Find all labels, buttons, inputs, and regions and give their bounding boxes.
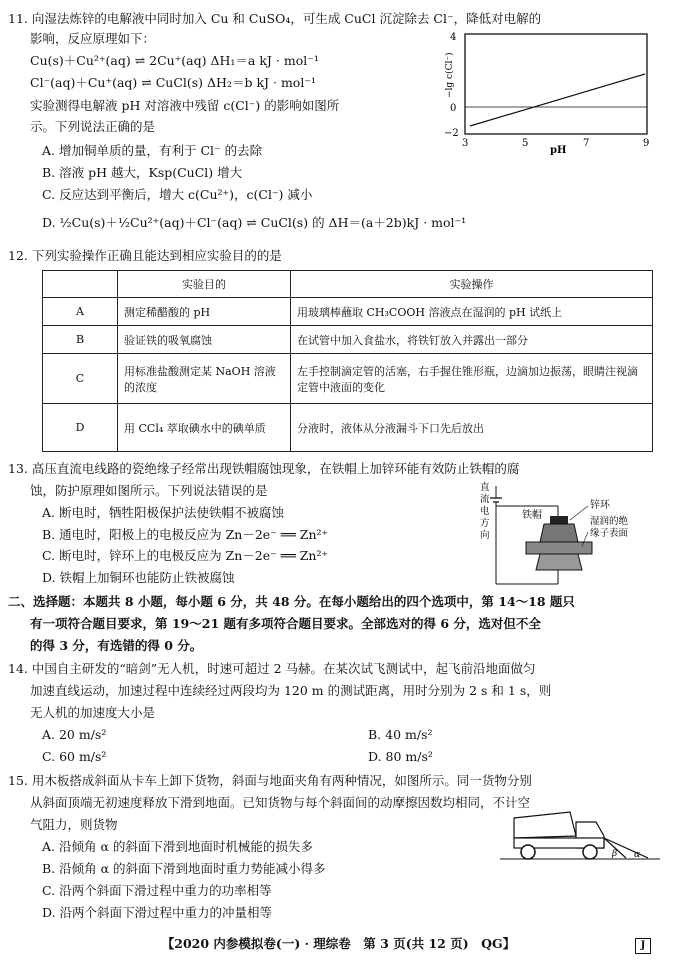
dc-label-4: 方	[480, 518, 490, 529]
incline-alpha	[604, 838, 648, 858]
dc-label-5: 向	[480, 530, 490, 541]
table-row-label: C	[43, 354, 118, 404]
q15-option-d: D. 沿两个斜面下滑过程中重力的冲量相等	[42, 905, 273, 920]
page-mark-box: J	[635, 938, 651, 954]
graph-ytick-mid: 0	[450, 103, 457, 114]
table-row-purpose: 用 CCl₄ 萃取碘水中的碘单质	[118, 404, 291, 452]
table-row-operation: 在试管中加入食盐水，将铁钉放入并露出一部分	[291, 326, 653, 354]
table-row-purpose: 测定稀醋酸的 pH	[118, 298, 291, 326]
table-row-label: A	[43, 298, 118, 326]
q13-insulator-figure	[478, 480, 664, 588]
surface-label-2: 缘子表面	[590, 528, 629, 539]
graph-ytick-top: 4	[450, 32, 457, 43]
graph-xtick-9: 9	[643, 138, 650, 149]
table-row	[43, 404, 653, 452]
graph-ylabel: −lg c(Cl⁻)	[445, 52, 455, 98]
q12-table	[42, 270, 653, 452]
q11-option-c: C. 反应达到平衡后，增大 c(Cu²⁺)，c(Cl⁻) 减小	[42, 187, 313, 202]
q15-stem-line3: 气阻力，则货物	[30, 817, 118, 832]
section2-line1: 二、选择题：本题共 8 小题，每小题 6 分，共 48 分。在每小题给出的四个选项中，第 14～18 题只	[8, 594, 575, 609]
q15-truck-figure	[500, 808, 660, 868]
q13-stem-line1: 13. 高压直流电线路的瓷绝缘子经常出现铁帽腐蚀现象，在铁帽上加锌环能有效防止铁帽的腐	[8, 461, 520, 476]
q11-ph-graph	[440, 28, 662, 158]
q15-option-c: C. 沿两个斜面下滑过程中重力的功率相等	[42, 883, 272, 898]
table-row-label: D	[43, 404, 118, 452]
zinc-ring-shape	[550, 516, 568, 524]
q14-stem-line3: 无人机的加速度大小是	[30, 705, 156, 720]
section2-line2: 有一项符合题目要求，第 19～21 题有多项符合题目要求。全部选对的得 6 分，选对但不全	[30, 616, 541, 631]
q11-equation-1: Cu(s)＋Cu²⁺(aq) ⇌ 2Cu⁺(aq) ΔH₁＝a kJ · mol⁻¹	[30, 53, 319, 68]
table-row	[43, 298, 653, 326]
table-row-operation: 左手控制滴定管的活塞，右手握住锥形瓶，边滴加边振荡，眼睛注视滴定管中液面的变化	[291, 354, 653, 404]
q11-equation-2: Cl⁻(aq)＋Cu⁺(aq) ⇌ CuCl(s) ΔH₂＝b kJ · mol⁻¹	[30, 75, 316, 90]
table-header-blank	[43, 271, 118, 298]
table-header-row	[43, 271, 653, 298]
q11-stem-line3: 实验测得电解液 pH 对溶液中残留 c(Cl⁻) 的影响如图所	[30, 98, 340, 113]
wheel-rear	[521, 845, 535, 859]
insulator-body	[526, 542, 592, 554]
table-header-operation: 实验操作	[291, 271, 653, 298]
graph-xlabel: pH	[550, 145, 567, 156]
q15-option-a: A. 沿倾角 α 的斜面下滑到地面时机械能的损失多	[42, 839, 313, 854]
ring-label: 锌环	[590, 500, 610, 511]
alpha-angle-label: α	[634, 850, 641, 860]
q14-stem-line1: 14. 中国自主研发的“暗剑”无人机，时速可超过 2 马赫。在某次试飞测试中，起飞前沿地面做匀	[8, 661, 536, 676]
q14-option-c: C. 60 m/s²	[42, 749, 107, 764]
graph-xtick-5: 5	[522, 138, 529, 149]
page-footer: 【2020 内参模拟卷(一) · 理综卷 第 3 页(共 12 页) QG】	[161, 936, 516, 951]
graph-xtick-7: 7	[583, 138, 590, 149]
graph-ytick-bot: −2	[444, 128, 459, 139]
dc-label-2: 流	[480, 494, 490, 505]
q11-stem-line4: 示。下列说法正确的是	[30, 119, 156, 134]
ring-pointer	[570, 506, 588, 520]
q15-stem-line1: 15. 用木板搭成斜面从卡车上卸下货物，斜面与地面夹角有两种情况，如图所示。同一货物分别	[8, 773, 532, 788]
truck-bed	[514, 812, 576, 838]
table-row	[43, 326, 653, 354]
wheel-front	[583, 845, 597, 859]
q12-stem: 12. 下列实验操作正确且能达到相应实验目的的是	[8, 248, 282, 263]
table-row-label: B	[43, 326, 118, 354]
q15-option-b: B. 沿倾角 α 的斜面下滑到地面时重力势能减小得多	[42, 861, 326, 876]
iron-cap-shape	[540, 524, 578, 542]
q14-stem-line2: 加速直线运动，加速过程中连续经过两段均为 120 m 的测试距离，用时分别为 2 s 和 1 s，则	[30, 683, 552, 698]
q11-option-a: A. 增加铜单质的量，有利于 Cl⁻ 的去除	[42, 143, 263, 158]
section2-line3: 的得 3 分，有选错的得 0 分。	[30, 638, 203, 653]
table-row-operation: 分液时，液体从分液漏斗下口先后放出	[291, 404, 653, 452]
beta-angle-label: β	[612, 849, 618, 859]
q13-stem-line2: 蚀，防护原理如图所示。下列说法错误的是	[30, 483, 268, 498]
q11-stem-line1: 11. 向湿法炼锌的电解液中同时加入 Cu 和 CuSO₄，可生成 CuCl 沉淀除去 Cl⁻，降低对电解的	[8, 11, 542, 26]
q13-option-c: C. 断电时，锌环上的电极反应为 Zn－2e⁻ ══ Zn²⁺	[42, 548, 329, 563]
table-row	[43, 354, 653, 404]
q14-option-d: D. 80 m/s²	[368, 749, 433, 764]
q14-option-b: B. 40 m/s²	[368, 727, 433, 742]
q11-stem-line2: 影响，反应原理如下：	[30, 31, 156, 46]
table-row-purpose: 验证铁的吸氧腐蚀	[118, 326, 291, 354]
graph-xtick-3: 3	[462, 138, 469, 149]
q11-option-b: B. 溶液 pH 越大，Ksp(CuCl) 增大	[42, 165, 243, 180]
table-row-purpose: 用标准盐酸测定某 NaOH 溶液的浓度	[118, 354, 291, 404]
dc-label-3: 电	[480, 506, 490, 517]
dc-label-1: 直	[480, 482, 490, 493]
table-header-purpose: 实验目的	[118, 271, 291, 298]
insulator-base	[536, 554, 582, 570]
table-row-operation: 用玻璃棒蘸取 CH₃COOH 溶液点在湿润的 pH 试纸上	[291, 298, 653, 326]
q15-stem-line2: 从斜面顶端无初速度释放下滑到地面。已知货物与每个斜面间的动摩擦因数均相同，不计空	[30, 795, 531, 810]
q13-option-a: A. 断电时，牺牲阳极保护法使铁帽不被腐蚀	[42, 505, 284, 520]
q13-option-d: D. 铁帽上加铜环也能防止铁被腐蚀	[42, 570, 235, 585]
cap-label: 铁帽	[522, 510, 542, 521]
q11-option-d: D. ½Cu(s)＋½Cu²⁺(aq)＋Cl⁻(aq) ⇌ CuCl(s) 的 ΔH＝(a＋2b)kJ · mol⁻¹	[42, 215, 467, 230]
graph-data-line	[470, 74, 645, 126]
q14-option-a: A. 20 m/s²	[42, 727, 107, 742]
q13-option-b: B. 通电时，阳极上的电极反应为 Zn－2e⁻ ══ Zn²⁺	[42, 527, 329, 542]
surface-label-1: 湿润的绝	[590, 516, 629, 527]
